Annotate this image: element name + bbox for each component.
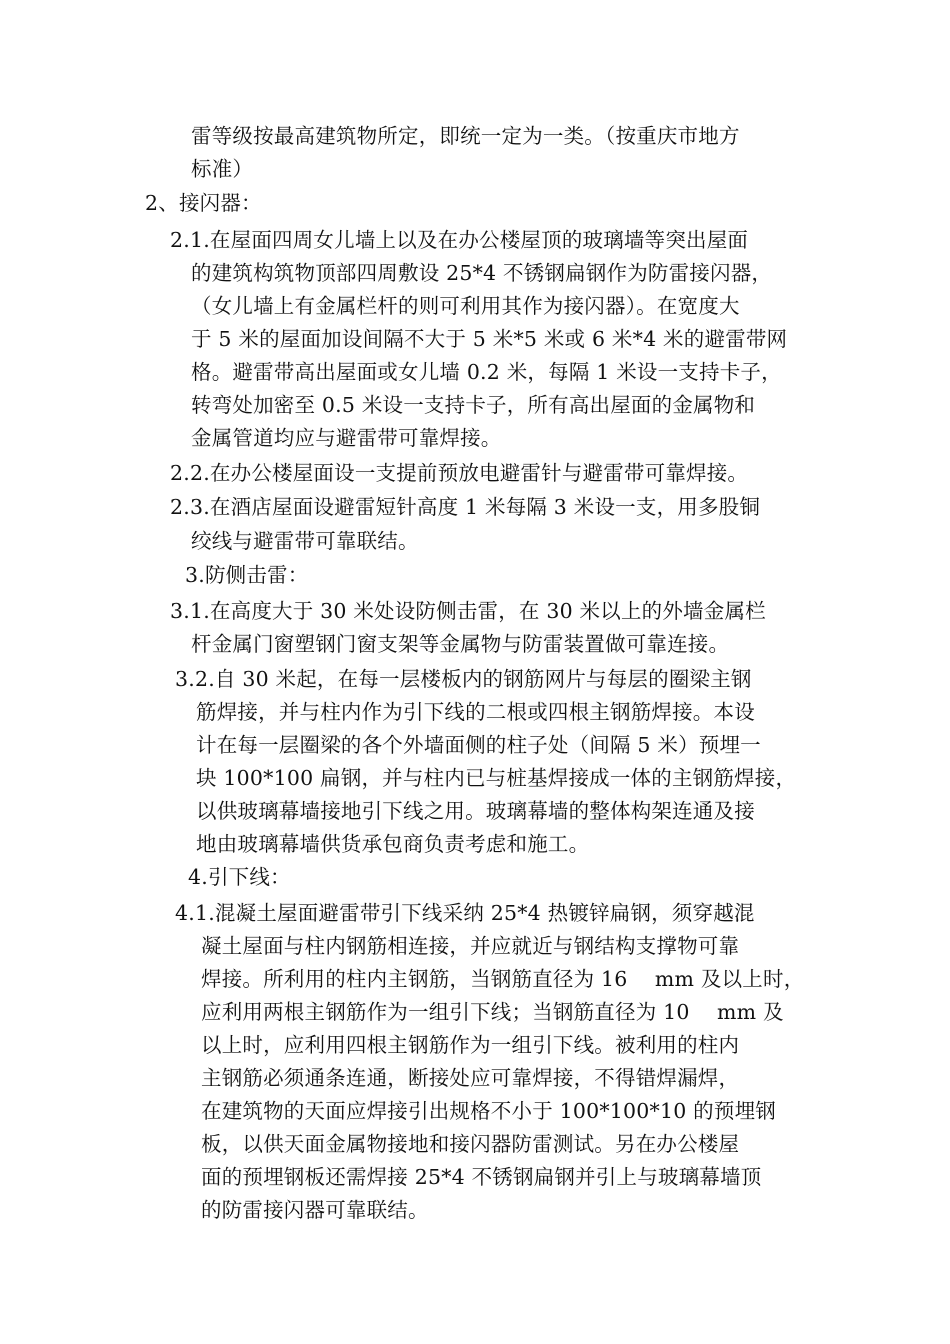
text-line: 2.1.在屋面四周女儿墙上以及在办公楼屋顶的玻璃墙等突出屋面 (170, 228, 749, 252)
text-line: 杆金属门窗塑钢门窗支架等金属物与防雷装置做可靠连接。 (191, 632, 730, 656)
text-line: 绞线与避雷带可靠联结。 (191, 529, 419, 553)
text-line: 于 5 米的屋面加设间隔不大于 5 米*5 米或 6 米*4 米的避雷带网 (191, 327, 788, 351)
section-heading: 3.防侧击雷： (185, 563, 309, 587)
text-line: 4.1.混凝土屋面避雷带引下线采纳 25*4 热镀锌扁钢，须穿越混 (175, 901, 755, 925)
text-line: 焊接。所利用的柱内主钢筋，当钢筋直径为 16 mm 及以上时， (201, 967, 805, 991)
text-line: 应利用两根主钢筋作为一组引下线；当钢筋直径为 10 mm 及 (201, 1000, 784, 1024)
text-line: 在建筑物的天面应焊接引出规格不小于 100*100*10 的预埋钢 (201, 1099, 776, 1123)
text-line: 面的预埋钢板还需焊接 25*4 不锈钢扁钢并引上与玻璃幕墙顶 (201, 1165, 762, 1189)
text-line: 转弯处加密至 0.5 米设一支持卡子，所有高出屋面的金属物和 (191, 393, 756, 417)
text-line: 主钢筋必须通条连通，断接处应可靠焊接，不得错焊漏焊， (201, 1066, 740, 1090)
text-line: 块 100*100 扁钢，并与柱内已与桩基焊接成一体的主钢筋焊接， (196, 766, 797, 790)
text-line: 以上时，应利用四根主钢筋作为一组引下线。被利用的柱内 (201, 1033, 740, 1057)
text-line: 2.3.在酒店屋面设避雷短针高度 1 米每隔 3 米设一支，用多股铜 (170, 495, 761, 519)
text-line: 以供玻璃幕墙接地引下线之用。玻璃幕墙的整体构架连通及接 (196, 799, 755, 823)
text-line: 筋焊接，并与柱内作为引下线的二根或四根主钢筋焊接。本设 (196, 700, 755, 724)
text-line: （女儿墙上有金属栏杆的则可利用其作为接闪器）。在宽度大 (191, 294, 740, 318)
text-line: 2.2.在办公楼屋面设一支提前预放电避雷针与避雷带可靠焊接。 (170, 461, 749, 485)
section-heading: 2、接闪器： (145, 191, 262, 215)
text-line: 标准） (191, 157, 254, 181)
text-line: 地由玻璃幕墙供货承包商负责考虑和施工。 (196, 832, 590, 856)
text-line: 板，以供天面金属物接地和接闪器防雷测试。另在办公楼屋 (201, 1132, 740, 1156)
text-line: 3.2.自 30 米起，在每一层楼板内的钢筋网片与每层的圈梁主钢 (175, 667, 752, 691)
text-line: 格。避雷带高出屋面或女儿墙 0.2 米，每隔 1 米设一支持卡子， (191, 360, 782, 384)
text-line: 金属管道均应与避雷带可靠焊接。 (191, 426, 502, 450)
text-line: 雷等级按最高建筑物所定，即统一定为一类。（按重庆市地方 (191, 124, 740, 148)
text-line: 3.1.在高度大于 30 米处设防侧击雷，在 30 米以上的外墙金属栏 (170, 599, 766, 623)
text-line: 的建筑构筑物顶部四周敷设 25*4 不锈钢扁钢作为防雷接闪器， (191, 261, 773, 285)
text-line: 计在每一层圈梁的各个外墙面侧的柱子处（间隔 5 米）预埋一 (196, 733, 761, 757)
section-heading: 4.引下线： (188, 865, 291, 889)
text-line: 凝土屋面与柱内钢筋相连接，并应就近与钢结构支撑物可靠 (201, 934, 740, 958)
text-line: 的防雷接闪器可靠联结。 (201, 1198, 429, 1222)
